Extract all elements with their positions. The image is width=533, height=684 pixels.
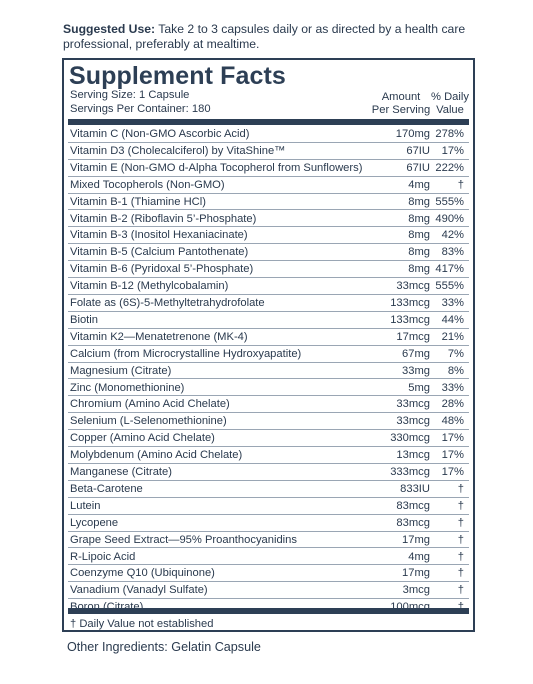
daily-value: † <box>457 584 464 597</box>
daily-value: 17% <box>441 466 464 478</box>
table-row <box>68 532 469 549</box>
servings-per-container: Servings Per Container: 180 <box>70 103 211 115</box>
nutrient-name: Copper (Amino Acid Chelate) <box>70 432 215 445</box>
amount: 83mcg <box>396 499 430 512</box>
nutrient-name: Vitamin B-12 (Methylcobalamin) <box>70 280 229 293</box>
amount: 17mcg <box>396 330 430 343</box>
daily-value-header <box>427 91 473 117</box>
daily-value: 7% <box>447 347 464 360</box>
amount-header <box>368 91 434 117</box>
amount: 133mcg <box>390 297 430 309</box>
thick-rule-bottom <box>68 608 469 614</box>
table-row <box>68 312 469 329</box>
nutrient-name: Chromium (Amino Acid Chelate) <box>70 398 230 411</box>
daily-value: 222% <box>435 161 464 174</box>
table-row <box>68 582 469 599</box>
table-row <box>68 295 469 312</box>
daily-value: † <box>457 482 464 495</box>
amount: 333mcg <box>390 466 430 478</box>
daily-value: 17% <box>441 449 464 462</box>
table-row <box>68 549 469 566</box>
nutrient-name: Grape Seed Extract—95% Proanthocyanidins <box>70 533 297 546</box>
amount: 8mg <box>408 229 430 242</box>
table-row <box>68 278 469 295</box>
nutrient-name: Vitamin B-2 (Riboflavin 5’-Phosphate) <box>70 212 257 225</box>
amount: 67IU <box>406 144 430 157</box>
daily-value: 17% <box>441 144 464 157</box>
table-row <box>68 447 469 464</box>
nutrient-name: Calcium (from Microcrystalline Hydroxyapatite) <box>70 347 302 360</box>
daily-value: 33% <box>441 297 464 309</box>
nutrient-name: Folate as (6S)-5-Methyltetrahydrofolate <box>70 297 265 309</box>
daily-value: 8% <box>447 364 464 377</box>
nutrient-name: Vitamin C (Non-GMO Ascorbic Acid) <box>70 128 250 140</box>
table-row <box>68 160 469 177</box>
serving-size: Serving Size: 1 Capsule <box>70 89 190 101</box>
table-row <box>68 396 469 413</box>
amount: 33mg <box>402 364 430 377</box>
table-row <box>68 227 469 244</box>
nutrient-name: Zinc (Monomethionine) <box>70 381 185 394</box>
other-ingredients: Other Ingredients: Gelatin Capsule <box>67 640 261 654</box>
nutrient-name: Molybdenum (Amino Acid Chelate) <box>70 449 243 462</box>
nutrient-name: Vitamin K2—Menatetrenone (MK-4) <box>70 330 248 343</box>
nutrient-name: Mixed Tocopherols (Non-GMO) <box>70 178 225 191</box>
amount: 330mcg <box>390 432 430 445</box>
footnote: † Daily Value not established <box>70 618 214 630</box>
daily-value: † <box>457 516 464 529</box>
table-row <box>68 430 469 447</box>
daily-value: 48% <box>441 415 464 428</box>
amount: 4mg <box>408 178 430 191</box>
amount: 67mg <box>402 347 430 360</box>
panel-title: Supplement Facts <box>69 62 286 90</box>
table-row <box>68 244 469 261</box>
amount: 33mcg <box>396 415 430 428</box>
nutrient-name: Vitamin D3 (Cholecalciferol) by VitaShine™ <box>70 144 286 157</box>
amount: 4mg <box>408 550 430 563</box>
suggested-use-label: Suggested Use: <box>63 22 156 36</box>
daily-value: 278% <box>435 128 464 140</box>
amount: 33mcg <box>396 398 430 411</box>
table-row <box>68 498 469 515</box>
nutrient-name: Magnesium (Citrate) <box>70 364 172 377</box>
table-row <box>68 211 469 228</box>
daily-value: † <box>457 499 464 512</box>
table-row <box>68 481 469 498</box>
table-row <box>68 413 469 430</box>
nutrient-name: R-Lipoic Acid <box>70 550 136 563</box>
amount: 3mcg <box>402 584 430 597</box>
daily-value: 555% <box>435 280 464 293</box>
amount: 8mg <box>408 195 430 208</box>
nutrient-name: Biotin <box>70 313 98 326</box>
suggested-use-text: Take 2 to 3 capsules daily or as directed by a health care professional, preferably at mealtime. <box>63 22 466 51</box>
table-row <box>68 380 469 397</box>
amount: 8mg <box>408 263 430 276</box>
table-row <box>68 363 469 380</box>
table-row <box>68 515 469 532</box>
daily-value: 42% <box>441 229 464 242</box>
nutrient-name: Selenium (L-Selenomethionine) <box>70 415 227 428</box>
amount: 8mg <box>408 246 430 259</box>
amount: 17mg <box>402 533 430 546</box>
nutrient-name: Beta-Carotene <box>70 482 143 495</box>
nutrient-name: Lutein <box>70 499 101 512</box>
table-row <box>68 329 469 346</box>
amount: 33mcg <box>396 280 430 293</box>
nutrient-name: Vitamin B-6 (Pyridoxal 5’-Phosphate) <box>70 263 254 276</box>
amount: 133mcg <box>390 313 430 326</box>
table-row <box>68 126 469 143</box>
amount: 67IU <box>406 161 430 174</box>
table-row <box>68 194 469 211</box>
daily-value: 83% <box>441 246 464 259</box>
table-row <box>68 346 469 363</box>
amount: 833IU <box>400 482 430 495</box>
daily-value: 417% <box>435 263 464 276</box>
daily-value: 490% <box>435 212 464 225</box>
nutrient-name: Vitamin E (Non-GMO d-Alpha Tocopherol from Sunflowers) <box>70 161 363 174</box>
daily-value: † <box>457 178 464 191</box>
nutrient-name: Vitamin B-1 (Thiamine HCl) <box>70 195 206 208</box>
amount-header-line2: Per Serving <box>371 104 431 116</box>
nutrient-name: Vitamin B-3 (Inositol Hexaniacinate) <box>70 229 248 242</box>
amount: 17mg <box>402 567 430 580</box>
daily-value: 21% <box>441 330 464 343</box>
daily-value: 17% <box>441 432 464 445</box>
amount: 13mcg <box>396 449 430 462</box>
supplement-facts-panel <box>62 58 475 632</box>
thick-rule-top <box>68 119 469 125</box>
daily-value: 28% <box>441 398 464 411</box>
daily-value: † <box>457 550 464 563</box>
nutrient-name: Vanadium (Vanadyl Sulfate) <box>70 584 208 597</box>
daily-value: 555% <box>435 195 464 208</box>
nutrient-name: Coenzyme Q10 (Ubiquinone) <box>70 567 215 580</box>
nutrient-name: Manganese (Citrate) <box>70 466 172 478</box>
table-row <box>68 261 469 278</box>
table-row <box>68 143 469 160</box>
table-row <box>68 464 469 481</box>
nutrient-name: Vitamin B-5 (Calcium Pantothenate) <box>70 246 249 259</box>
amount: 170mg <box>395 128 430 140</box>
table-row <box>68 565 469 582</box>
amount-header-line1: Amount <box>381 91 421 103</box>
daily-value: 33% <box>441 381 464 394</box>
daily-value-header-line2: Value <box>436 104 464 116</box>
nutrient-name: Lycopene <box>70 516 119 529</box>
daily-value: † <box>457 567 464 580</box>
suggested-use <box>63 22 483 52</box>
table-row <box>68 177 469 194</box>
amount: 83mcg <box>396 516 430 529</box>
daily-value-header-line1: % Daily <box>431 91 469 103</box>
amount: 5mg <box>408 381 430 394</box>
daily-value: 44% <box>441 313 464 326</box>
amount: 8mg <box>408 212 430 225</box>
daily-value: † <box>457 533 464 546</box>
